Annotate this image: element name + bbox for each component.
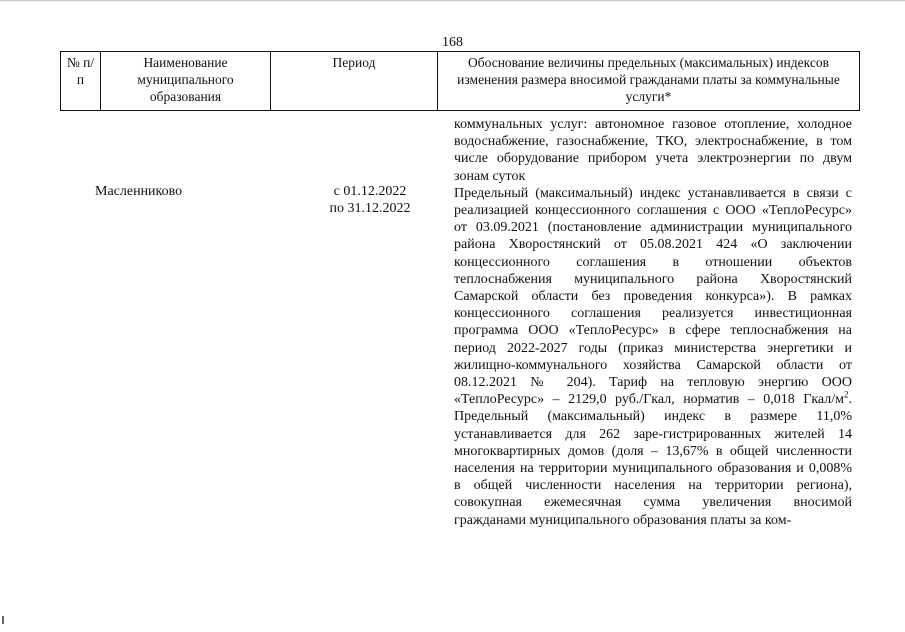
header-number: № п/п — [61, 52, 101, 111]
period-to: по 31.12.2022 — [329, 201, 411, 216]
justification-text-part1: Предельный (максимальный) индекс устанавливается в связи с реализацией концессионного соглашения с ООО «ТеплоРесурс» от 03.09.2021 (постановление администрации муниципального района Хворостянский от 05.08.2021 424 «О заключении концессионного соглашения в отношении объектов теплоснабжения муниципального района Хворостянский Самарской области без проведения конкурса»). В рамках концессионного соглашения реализуется инвестиционная программа ООО «ТеплоРесурс» в сфере теплоснабжения на период 2022-2027 годы (приказ министерства энергетики и жилищно-коммунального хозяйства Самарской области от 08.12.2021 № 204). Тариф на тепловую энергию ООО «ТеплоРесурс» – 2129,0 руб./Гкал, норматив – 0,018 Гкал/м — [454, 185, 852, 408]
justification-column — [454, 116, 852, 529]
scan-mark — [2, 616, 4, 624]
scan-edge — [0, 0, 905, 2]
header-period: Период — [271, 52, 438, 111]
page-number: 168 — [442, 35, 463, 50]
superscript: 2 — [844, 389, 849, 400]
table-header — [60, 51, 860, 111]
continuation-text: коммунальных услуг: автономное газовое отопление, холодное водоснабжение, газоснабжение, ТКО, электроснабжение, в том числе оборудование прибором учета электроэнергии по двум зонам суток — [454, 117, 852, 184]
header-municipality-name: Наименование муниципального образования — [101, 52, 271, 111]
period-cell — [300, 183, 440, 217]
justification-text-part2: . Предельный (максимальный) индекс в размере 11,0% устанавливается для 262 заре-гистрированных жителей 14 многоквартирных домов (доля – 13,67% в общей численности населения на территории муниципального образования и 0,008% в общей численности населения на территории региона), совокупная ежемесячная сумма увеличения вносимой гражданами муниципального образования платы за ком- — [454, 392, 852, 528]
period-from: с 01.12.2022 — [333, 184, 407, 199]
municipality-name: Масленниково — [95, 184, 183, 199]
row-justification — [454, 185, 852, 529]
header-justification: Обоснование величины предельных (максимальных) индексов изменения размера вносимой гражданами платы за коммунальные услуги* — [438, 52, 860, 111]
